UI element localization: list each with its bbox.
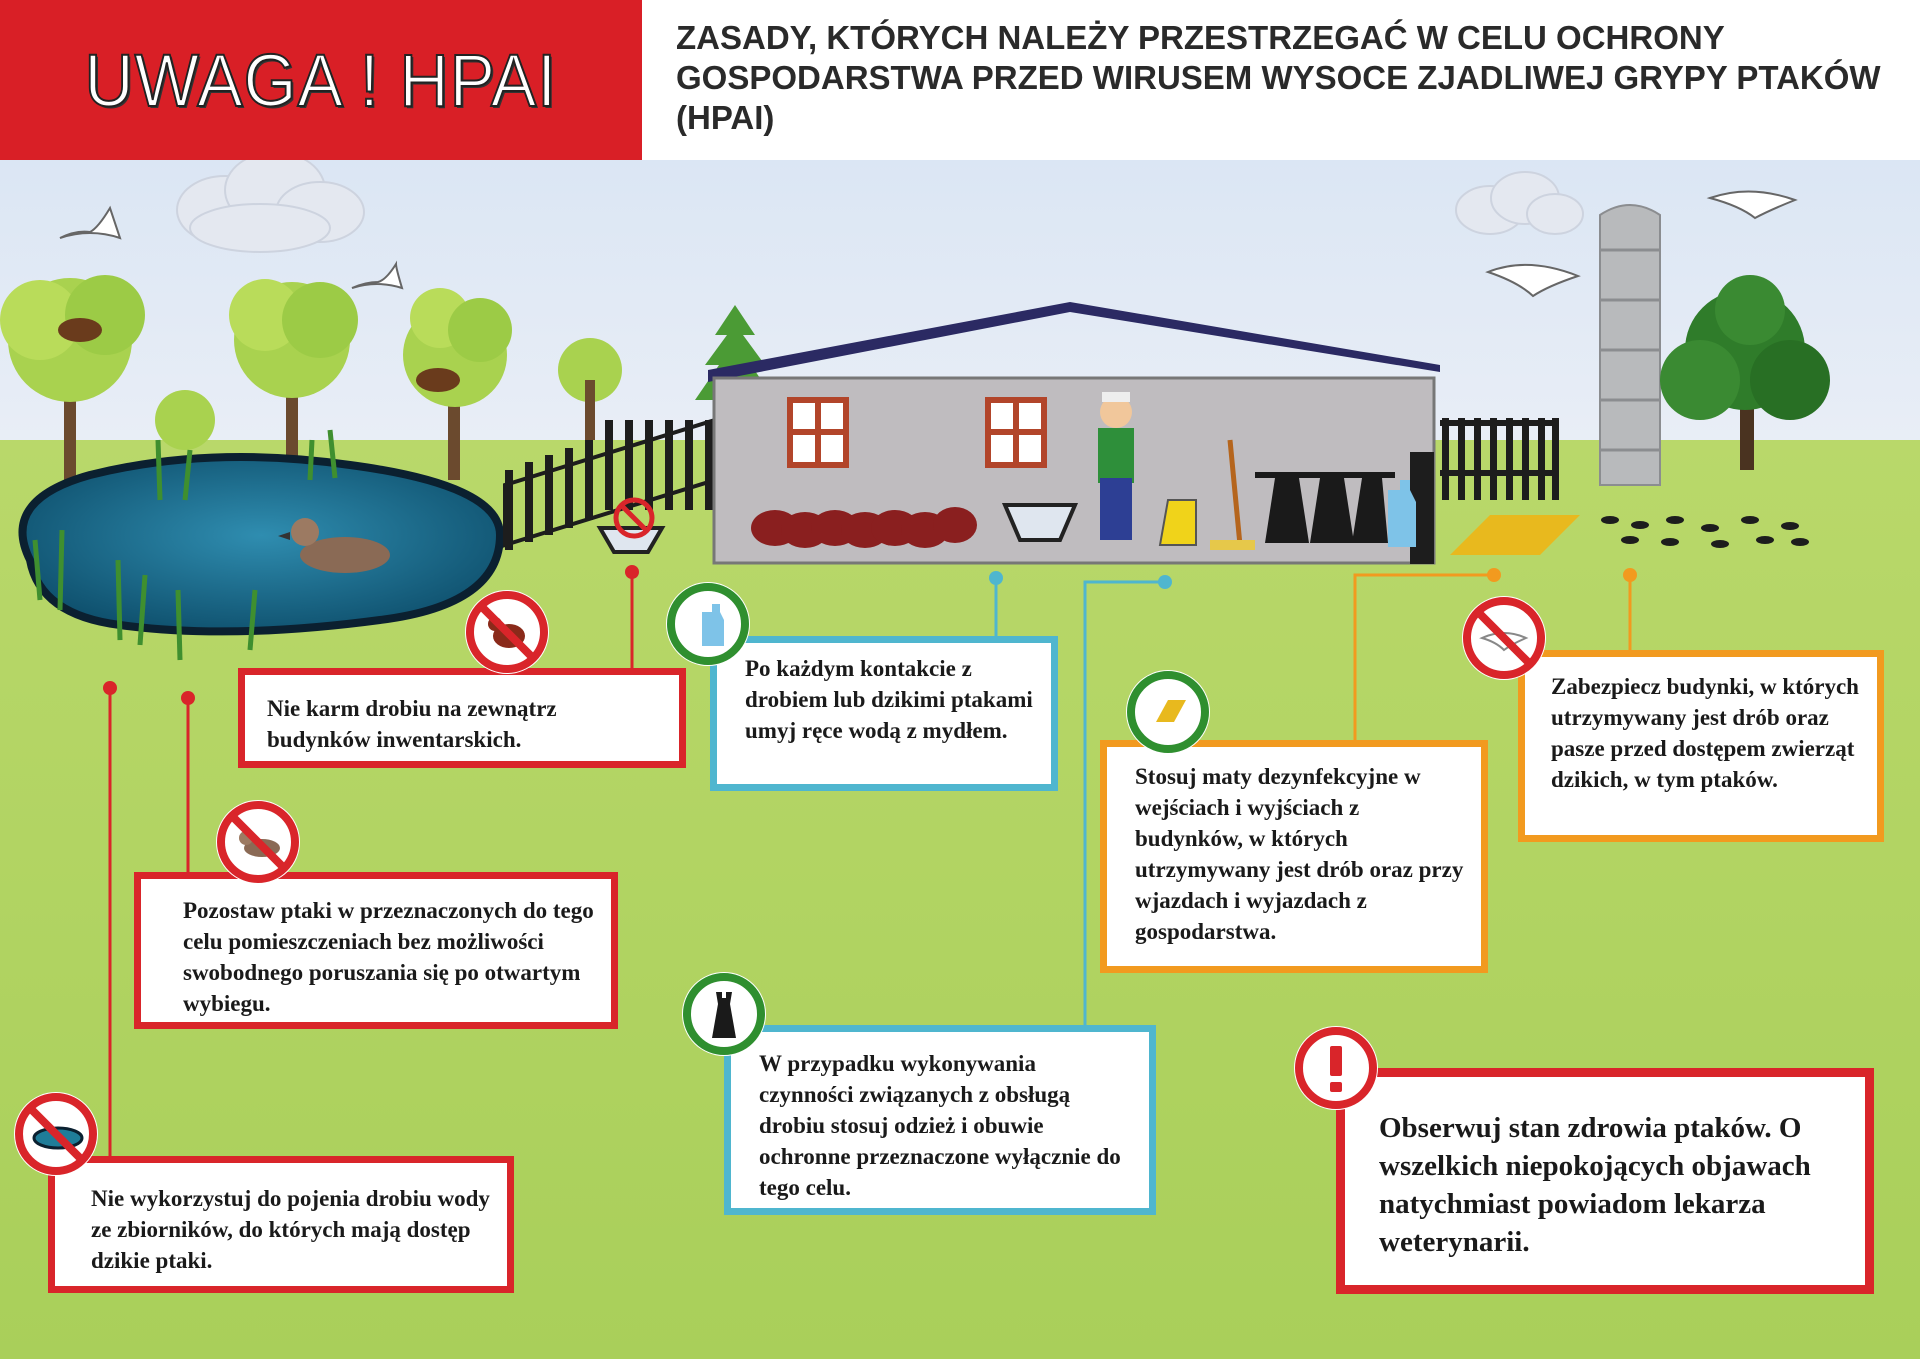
- rule-text-feeding: Nie karm drobiu na zewnątrz budynków inwentarskich.: [267, 696, 557, 752]
- apron-icon: [682, 972, 766, 1056]
- rule-text-indoor: Pozostaw ptaki w przeznaczonych do tego celu pomieszczeniach bez możliwości swobodnego poruszania się po otwartym wybiegu.: [183, 898, 594, 1016]
- aprons: [1255, 472, 1395, 543]
- rule-text-water: Nie wykorzystuj do pojenia drobiu wody ze zbiorników, do których mają dostęp dzikie ptaki.: [91, 1186, 490, 1273]
- rule-box-water: [48, 1156, 514, 1293]
- pond: [23, 457, 501, 631]
- no-pond-icon: [14, 1092, 98, 1176]
- rule-text-clothing: W przypadku wykonywania czynności związanych z obsługą drobiu stosuj odzież i obuwie ochronne przeznaczone wyłącznie do tego celu.: [759, 1051, 1121, 1200]
- rule-box-clothing: [724, 1025, 1156, 1215]
- rule-box-secure: [1518, 650, 1884, 842]
- headline: ZASADY, KTÓRYCH NALEŻY PRZESTRZEGAĆ W CELU OCHRONY GOSPODARSTWA PRZED WIRUSEM WYSOCE ZJADLIWEJ GRYPY PTAKÓW (HPAI): [676, 19, 1881, 136]
- no-duck-icon: [216, 800, 300, 884]
- rule-box-feeding: [238, 668, 686, 768]
- rule-text-secure: Zabezpiecz budynki, w których utrzymywany jest drób oraz pasze przed dostępem zwierząt dzikich, w tym ptaków.: [1551, 674, 1859, 792]
- rule-text-mats: Stosuj maty dezynfekcyjne w wejściach i wyjściach z budynków, w których utrzymywany jest drób oraz przy wjazdach i wyjazdach z gospodarstwa.: [1135, 764, 1464, 944]
- no-chicken-icon: [465, 590, 549, 674]
- rule-text-handwash: Po każdym kontakcie z drobiem lub dzikimi ptakami umyj ręce wodą z mydłem.: [745, 656, 1033, 743]
- farmer: [1098, 392, 1134, 540]
- banner-title: UWAGA ! HPAI: [84, 38, 558, 122]
- rule-box-handwash: [710, 636, 1058, 791]
- rule-box-indoor: [134, 872, 618, 1029]
- rule-text-observe: Obserwuj stan zdrowia ptaków. O wszelkich niepokojących objawach natychmiast powiadom lekarza weterynarii.: [1379, 1112, 1811, 1258]
- exclamation-icon: [1294, 1026, 1378, 1110]
- no-wild-bird-icon: [1462, 596, 1546, 680]
- silo: [1600, 205, 1660, 485]
- disinfection-mat-icon: [1126, 670, 1210, 754]
- rule-box-mats: [1100, 740, 1488, 973]
- spray-bottle-icon: [666, 582, 750, 666]
- rule-box-observe: [1336, 1068, 1874, 1294]
- title-banner: [0, 0, 642, 160]
